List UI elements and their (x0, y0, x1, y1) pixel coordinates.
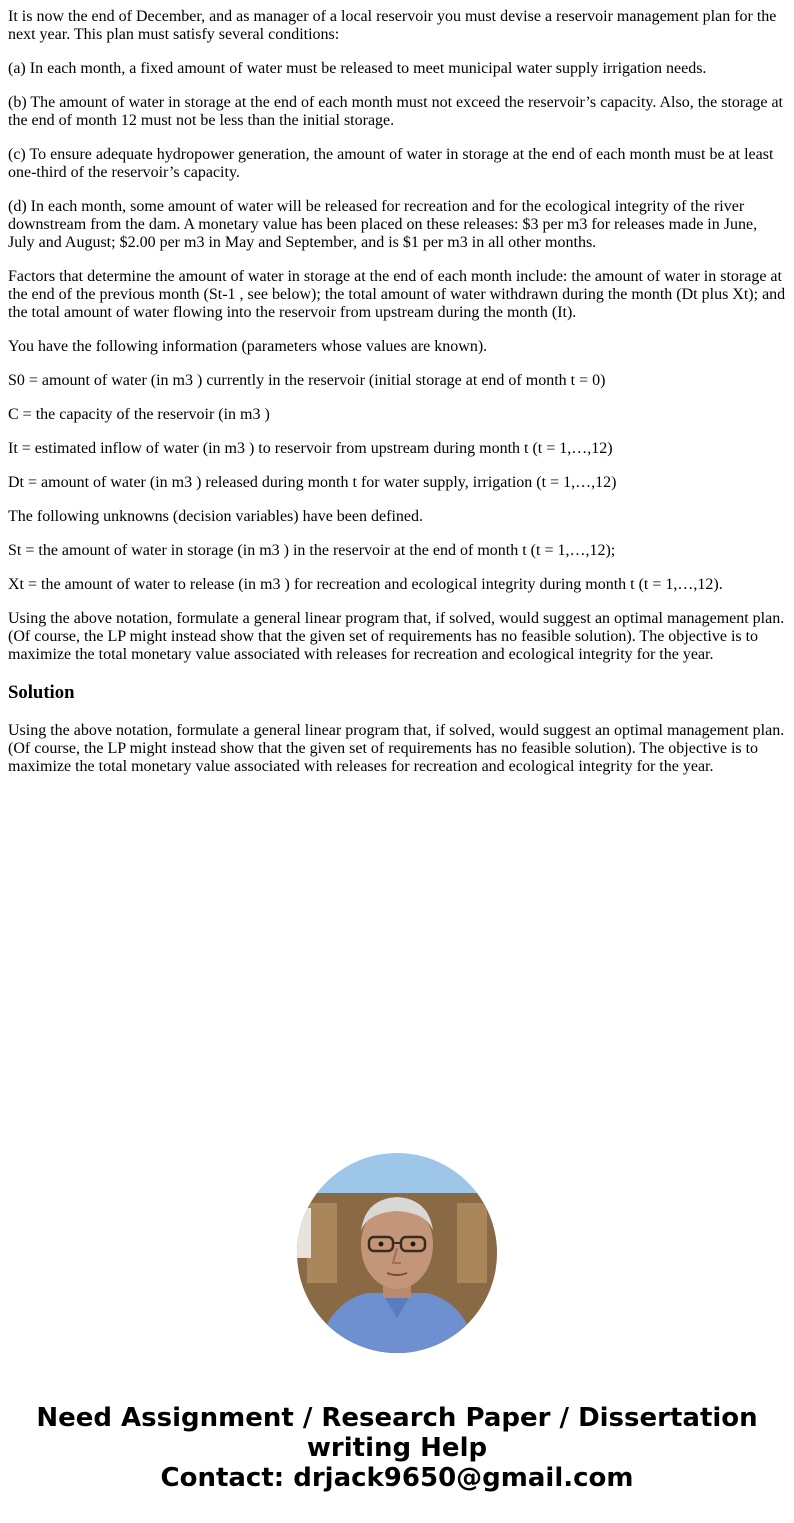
param-s0: S0 = amount of water (in m3 ) currently in the reservoir (initial storage at end of month t = 0) (8, 372, 606, 389)
problem-intro: It is now the end of December, and as manager of a local reservoir you must devise a reservoir management plan for the next year. This plan must satisfy several conditions: (8, 8, 777, 43)
factors-paragraph: Factors that determine the amount of water in storage at the end of each month include: the amount of water in storage at the end of the previous month (St-1 , see below); the total amount of water withdrawn during the month (Dt plus Xt); and the total amount of water flowing into the reservoir from upstream during the month (It). (8, 268, 786, 321)
condition-c: (c) To ensure adequate hydropower generation, the amount of water in storage at the end of each month must be at least one-third of the reservoir’s capacity. (8, 146, 774, 181)
condition-a: (a) In each month, a fixed amount of water must be released to meet municipal water supply irrigation needs. (8, 60, 707, 77)
footer-line-1: Need Assignment / Research Paper / Dissertation (36, 1403, 758, 1433)
unknowns-intro: The following unknowns (decision variables) have been defined. (8, 508, 423, 525)
info-intro: You have the following information (parameters whose values are known). (8, 338, 488, 355)
footer-line-2: writing Help (306, 1433, 488, 1463)
condition-b: (b) The amount of water in storage at the end of each month must not exceed the reservoir’s capacity. Also, the storage at the end of month 12 must not be less than the initial storage. (8, 94, 783, 129)
contact-banner (0, 1403, 794, 1493)
param-it: It = estimated inflow of water (in m3 ) to reservoir from upstream during month t (t = 1,…,12) (8, 440, 613, 457)
var-xt: Xt = the amount of water to release (in m3 ) for recreation and ecological integrity during month t (t = 1,…,12). (8, 576, 723, 593)
task-paragraph: Using the above notation, formulate a general linear program that, if solved, would suggest an optimal management plan. (Of course, the LP might instead show that the given set of requirements has no feasible solution). The objective is to maximize the total monetary value associated with releases for recreation and ecological integrity for the year. (8, 610, 785, 663)
var-st: St = the amount of water in storage (in m3 ) in the reservoir at the end of month t (t = 1,…,12); (8, 542, 616, 559)
condition-d: (d) In each month, some amount of water will be released for recreation and for the ecological integrity of the river downstream from the dam. A monetary value has been placed on these releases: $3 per m3 for releases made in June, July and August; $2.00 per m3 in May and September, and is $1 per m3 in all other months. (8, 198, 758, 251)
avatar-portrait-icon (297, 1153, 497, 1353)
solution-text: Using the above notation, formulate a general linear program that, if solved, would suggest an optimal management plan. (Of course, the LP might instead show that the given set of requirements has no feasible solution). The objective is to maximize the total monetary value associated with releases for recreation and ecological integrity for the year. (8, 722, 785, 775)
solution-heading: Solution (8, 682, 75, 703)
param-c: C = the capacity of the reservoir (in m3 ) (8, 406, 270, 423)
avatar (297, 1153, 497, 1353)
param-dt: Dt = amount of water (in m3 ) released during month t for water supply, irrigation (t = 1,…,12) (8, 474, 617, 491)
article-body (8, 0, 786, 792)
footer-contact-email: Contact: drjack9650@gmail.com (160, 1463, 634, 1493)
